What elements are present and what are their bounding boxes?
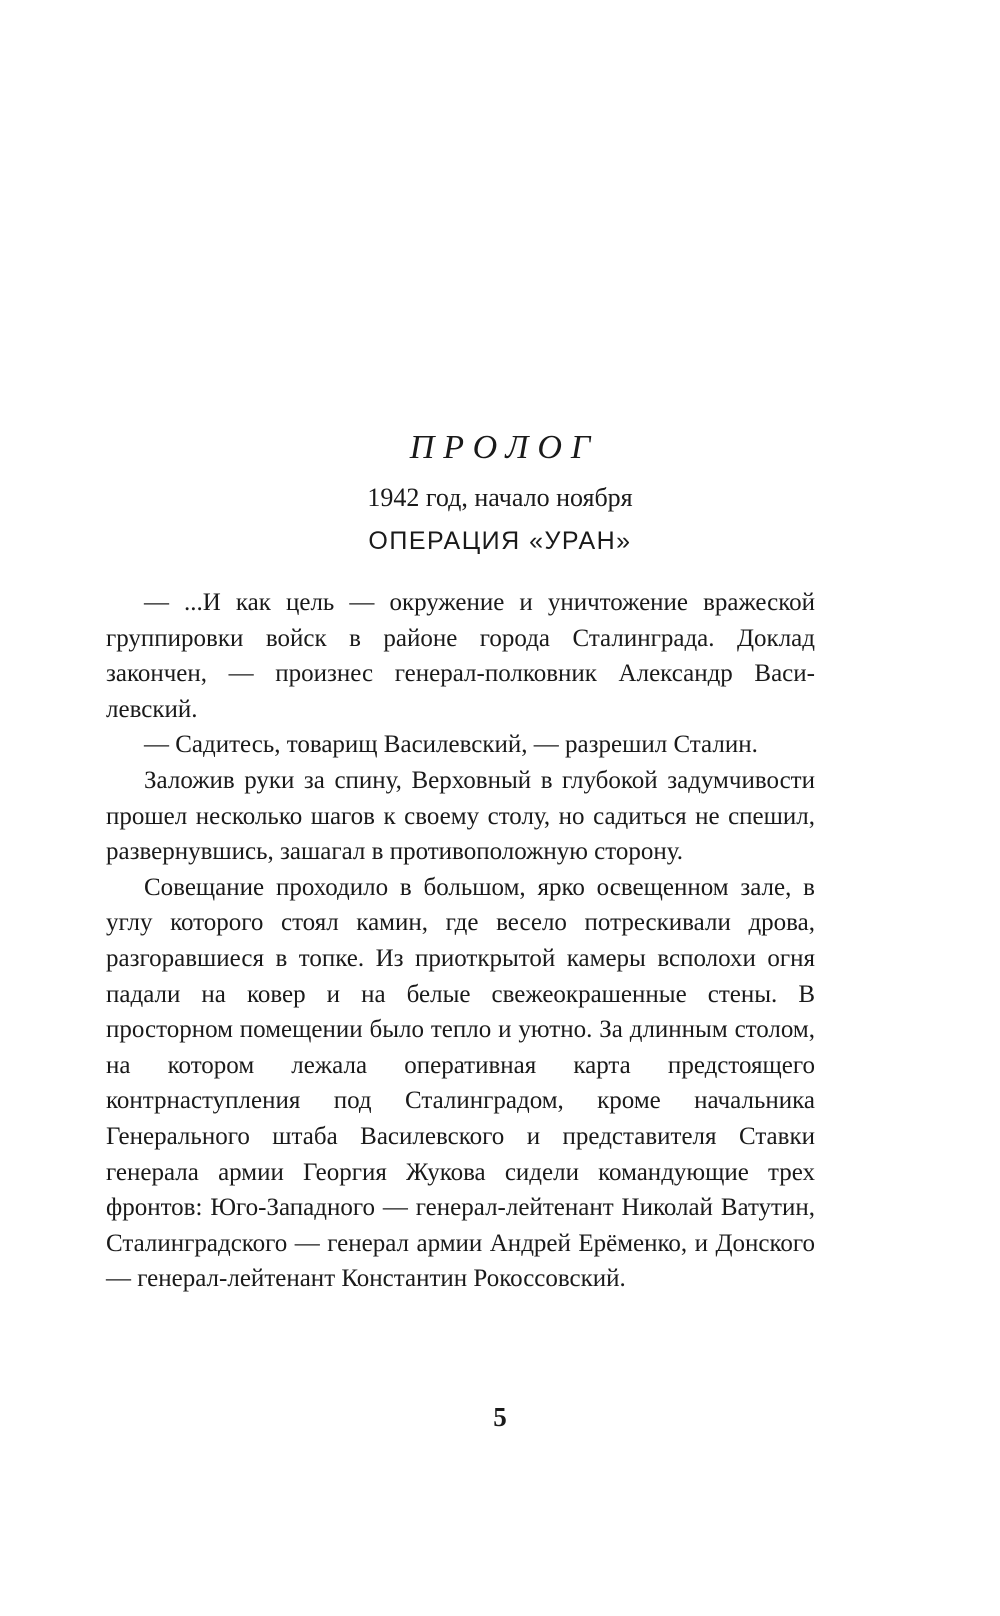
paragraph: Совещание проходило в большом, ярко освещенном зале, в углу которого стоял камин, где весело потрескивали дрова, разгоравшиеся в топке. Из приоткрытой камеры всполохи огня падали на ковер и на белые свежеокрашенные стены. В просторном помещении было тепло и уютно. За длинным столом, на котором лежала оперативная карта предстоящего контрнаступления под Сталинградом, кроме начальника Генерального штаба Василевского и представителя Ставки генерала армии Георгия Жукова сидели командующие трех фронтов: Юго-Западного — генерал-лейтенант Николай Ватутин, Сталинградского — генерал армии Андрей Ерёменко, и Донского — генерал-лейтенант Константин Рокоссовский.	[106, 873, 815, 1293]
chapter-operation-name: ОПЕРАЦИЯ «УРАН»	[368, 527, 632, 555]
page-number: 5	[493, 1402, 507, 1432]
chapter-date-line: 1942 год, начало ноября	[367, 483, 633, 512]
chapter-title: ПРОЛОГ	[409, 429, 600, 466]
paragraph: Заложив руки за спину, Верховный в глубокой задумчивости прошел несколько шагов к своему столу, но садиться не спешил, развернувшись, зашагал в противоположную сторону.	[106, 766, 815, 866]
paragraph: — ...И как цель — окружение и уничтожение вражеской группировки войск в районе города Сталинграда. Доклад закончен, — произнес генерал-полковник Александр Василевский.	[106, 589, 815, 723]
paragraph: — Садитесь, товарищ Василевский, — разрешил Сталин.	[144, 731, 758, 759]
chapter-body-text	[106, 585, 815, 1297]
